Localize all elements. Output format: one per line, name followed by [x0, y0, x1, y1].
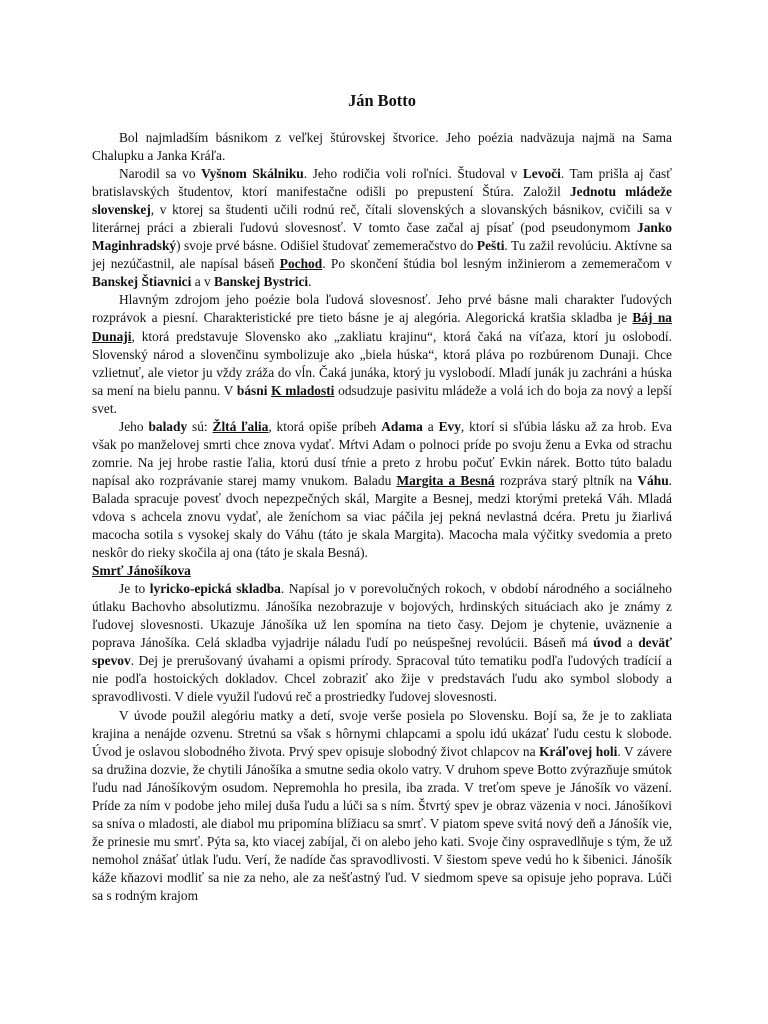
emphasized-text: balady [148, 418, 188, 434]
text-run: Narodil sa vo [119, 166, 202, 182]
intro-section [92, 129, 672, 562]
text-run: odsudzuje pasivitu mládeže a volá ich do boja za nový a lepší svet. [92, 382, 672, 416]
text-run: . Balada spracuje povesť dvoch nepezpečných skál, Margite a Besnej, medzi ktorými preteká Váh. Mladá vdova s achcela znovu vydať, ale ženíchom sa viac páčila jej pekná nevlastná dcéra. Pretu ju žiarlivá macocha sotila s vysokej skaly do Váhu (táto je skala Margita). Macocha mala výčitky svedomia a preto neskôr do rieky skočila aj ona (táto je skala Besná). [92, 472, 672, 561]
text-run: . Tam prišla aj časť bratislavských študentov, ktorí manifestačne odišli po prepustení Štúra. Založil [92, 166, 672, 200]
emphasized-text: Margita a Besná [396, 472, 495, 488]
document-body [92, 129, 672, 905]
emphasized-text: Banskej Bystrici [214, 274, 309, 290]
emphasized-text: Kráľovej holi [539, 743, 618, 759]
paragraph [92, 129, 672, 165]
paragraph [92, 418, 672, 562]
smrt-janosikova-section [92, 580, 672, 905]
paragraph [92, 707, 672, 906]
text-run: ) svoje prvé básne. Odišiel študovať zememeračstvo do [176, 238, 477, 254]
emphasized-text: Pochod [279, 256, 323, 272]
emphasized-text: Váhu [637, 472, 669, 488]
emphasized-text: Levoči [522, 166, 561, 182]
text-run: . Napísal jo v porevolučných rokoch, v období národného a sociálneho útlaku Bachovho absolutizmu. Jánošíka nezobrazuje v bojových, hrdinských situáciach ako je známy z ľudovej slovesnosti. Ukazuje Jánošíka už len spomína na tieto časy. Dejom je chytenie, uväznenie a poprava Jánošíka. Celá skladba vyjadrije náladu ľudí po neúspešnej revolúcii. Báseň má [92, 581, 672, 651]
text-run: , ktorá predstavuje Slovensko ako „zakliatu krajinu“, ktorá čaká na víťaza, ktorí ju oslobodí. Slovenský národ a slovenčinu symbolizuje ako „biela húska“, ktorá pláva po rozbúrenom Dunaji. Chce vzlietnuť, ale vietor ju vždy zráža do vĺn. Čaká junáka, ktorý ju vyslobodí. Mladí junák ju zachráni a húska sa mení na bielu pannu. V [92, 328, 672, 398]
text-run: a v [191, 274, 215, 290]
text-run: , v ktorej sa študenti učili rodnú reč, čítali slovenských a slovanských básnikov, cvičili sa v literárnej práci a zbierali ľudovú slovesnosť. V tomto čase začal aj písať (pod pseudonymom [92, 202, 672, 236]
paragraph [92, 165, 672, 291]
text-run: Je to [119, 581, 150, 597]
text-run: Bol najmladším básnikom z veľkej štúrovskej štvorice. Jeho poézia nadväzuja najmä na Sama Chalupku a Janka Kráľa. [92, 130, 672, 164]
text-run: . Dej je prerušovaný úvahami a opismi prírody. Spracoval túto tematiku podľa ľudových tradícií a nie podľa hostoických dokladov. Chcel zobraziť ako žije v predstavách ľudu ako symbol slobody a spravodlivosti. V diele využil ľudovú reč a prostriedky ľudovej slovesnosti. [92, 653, 672, 705]
text-run: . V závere sa družina dozvie, že chytili Jánošíka a smutne sedia okolo vatry. V druhom speve Botto zvýrazňuje smútok ľudu nad Jánošíkovým osudom. Nepremohla ho presila, iba zrada. V treťom speve je Jánošík vo väzení. Príde za ním v podobe jeho milej duša ľudu a lúči sa s ním. Štvrtý spev je obraz väzenia v noci. Jánošíkovi sa sníva o mladosti, ale diabol mu pripomína blížiacu sa smrť. V piatom speve svitá nový deň a Jánošík vie, že prinesie mu smrť. Pýta sa, kto viacej zabíjal, či on alebo jeho kati. Svoje činy ospravedlňuje s tým, že už nemohol znášať útlak ľudu. Verí, že nadíde čas spravodlivosti. V šiestom speve vedú ho k šibenici. Jánošík káže kňazovi modliť sa nie za neho, ale za nešťastný ľud. V siedmom speve sa opisuje jeho poprava. Lúči sa s rodným krajom [92, 743, 672, 903]
emphasized-text: Žltá ľalia [212, 418, 269, 434]
text-run: a [621, 635, 639, 651]
text-run: . [308, 274, 312, 290]
emphasized-text: Vyšnom Skálniku [201, 166, 304, 182]
text-run: . Tu zažil revolúciu. Aktívne sa jej nezúčastnil, ale napísal báseň [92, 238, 673, 272]
paragraph [92, 580, 672, 706]
emphasized-text: Pešti [476, 238, 505, 254]
emphasized-text: deväť spevov [92, 635, 672, 669]
emphasized-text: Báj na Dunaji [92, 310, 672, 344]
paragraph [92, 291, 672, 417]
emphasized-text: Adama [381, 418, 423, 434]
text-run: V úvode použil alegóriu matky a detí, svoje verše posiela po Slovensku. Bojí sa, že je to zakliata krajina a nenájde ozvenu. Stretnú sa však s hôrnymi chlapcami a spolu idú ukázať ľudu cestu k slobode. Úvod je oslavou slobodného života. Prvý spev opisuje slobodný život chlapcov na [92, 707, 672, 759]
emphasized-text: lyricko-epická skladba [149, 581, 281, 597]
section-heading: Smrť Jánošíkova [92, 563, 191, 579]
text-run: Jeho [119, 418, 149, 434]
emphasized-text: Janko Maginhradský [92, 220, 672, 254]
emphasized-text: Evy [438, 418, 461, 434]
text-run: sú: [187, 418, 213, 434]
emphasized-text: Banskej Štiavnici [92, 274, 192, 290]
text-run: a [422, 418, 439, 434]
document-title: Ján Botto [348, 91, 416, 110]
text-run: rozpráva starý pltník na [494, 472, 638, 488]
text-run: , ktorí si sľúbia lásku až za hrob. Eva však po manželovej smrti chce znova vydať. Mŕtvi Adam o polnoci príde po svoju ženu a Evka od strachu zomrie. Na jej hrobe rastie ľalia, ktorú dusí tŕnie a preto z hrobu počuť Evkin nárek. Botto túto baladu napísal ako rozprávanie starej mamy vnukom. Baladu [92, 418, 672, 488]
emphasized-text: K mladosti [271, 382, 335, 398]
text-run: , ktorá opiše príbeh [268, 418, 382, 434]
emphasized-text: básni [236, 382, 268, 398]
text-run: Hlavným zdrojom jeho poézie bola ľudová slovesnosť. Jeho prvé básne mali charakter ľudových rozprávok a piesní. Charakteristické pre tieto básne je aj alegória. Alegorická kratšia skladba je [92, 292, 672, 326]
emphasized-text: úvod [593, 635, 622, 651]
text-run: . Po skončení štúdia bol lesným inžinierom a zememeračom v [322, 256, 672, 272]
emphasized-text: Jednotu mládeže slovenskej [92, 184, 672, 218]
text-run: . Jeho rodičia voli roľníci. Študoval v [303, 166, 523, 182]
